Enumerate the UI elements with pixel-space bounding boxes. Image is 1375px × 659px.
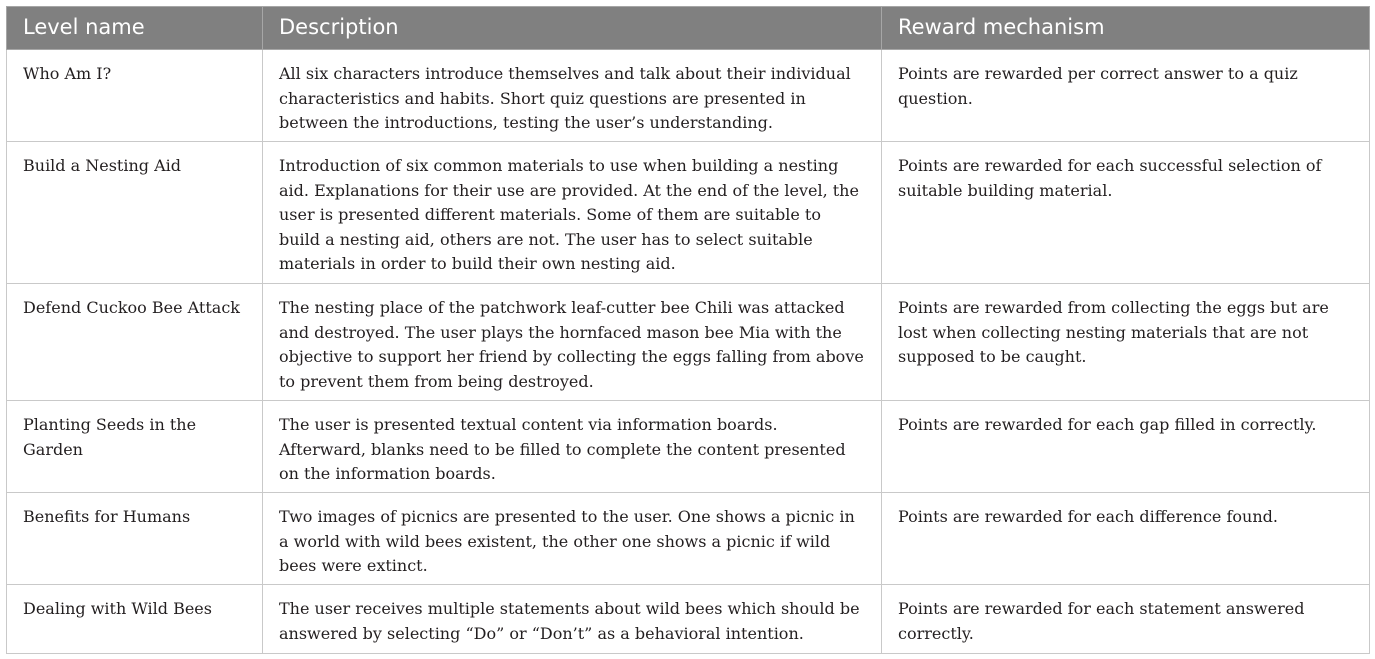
reward-text: Points are rewarded for each difference found. (898, 507, 1278, 526)
header-reward-mechanism: Reward mechanism (882, 7, 1370, 50)
header-row (7, 7, 1370, 50)
table-row (7, 401, 1370, 493)
header-level-name: Level name (7, 7, 263, 50)
cell-reward (882, 142, 1370, 284)
reward-text: Points are rewarded per correct answer to a quiz question. (898, 64, 1298, 108)
table-row (7, 284, 1370, 401)
reward-text: Points are rewarded for each statement answered correctly. (898, 599, 1305, 643)
cell-reward (882, 493, 1370, 585)
reward-text: Points are rewarded from collecting the eggs but are lost when collecting nesting materials that are not supposed to be caught. (898, 298, 1329, 366)
cell-description: The nesting place of the patchwork leaf-cutter bee Chili was attacked and destroyed. The user plays the hornfaced mason bee Mia with the objective to support her friend by collecting the eggs falling from above to prevent them from being destroyed. (263, 284, 882, 401)
cell-level-name: Planting Seeds in the Garden (7, 401, 263, 493)
cell-reward (882, 585, 1370, 654)
table-row (7, 493, 1370, 585)
cell-reward (882, 284, 1370, 401)
cell-description: All six characters introduce themselves and talk about their individual characteristics and habits. Short quiz questions are presented in between the introductions, testing the user’s understanding. (263, 50, 882, 142)
header-description: Description (263, 7, 882, 50)
table-body (7, 50, 1370, 654)
reward-text: Points are rewarded for each successful selection of suitable building material. (898, 156, 1322, 200)
table-row (7, 142, 1370, 284)
table-header (7, 7, 1370, 50)
cell-level-name: Dealing with Wild Bees (7, 585, 263, 654)
cell-reward (882, 50, 1370, 142)
table-row (7, 50, 1370, 142)
cell-description: The user is presented textual content via information boards. Afterward, blanks need to be filled to complete the content presented on the information boards. (263, 401, 882, 493)
cell-level-name: Who Am I? (7, 50, 263, 142)
cell-description: Introduction of six common materials to use when building a nesting aid. Explanations for their use are provided. At the end of the level, the user is presented different materials. Some of them are suitable to build a nesting aid, others are not. The user has to select suitable materials in order to build their own nesting aid. (263, 142, 882, 284)
cell-level-name: Build a Nesting Aid (7, 142, 263, 284)
reward-text: Points are rewarded for each gap filled in correctly. (898, 415, 1317, 434)
cell-level-name: Defend Cuckoo Bee Attack (7, 284, 263, 401)
cell-level-name: Benefits for Humans (7, 493, 263, 585)
cell-description: Two images of picnics are presented to the user. One shows a picnic in a world with wild bees existent, the other one shows a picnic if wild bees were extinct. (263, 493, 882, 585)
cell-reward (882, 401, 1370, 493)
cell-description: The user receives multiple statements about wild bees which should be answered by selecting “Do” or “Don’t” as a behavioral intention. (263, 585, 882, 654)
levels-table (6, 6, 1370, 654)
table-row (7, 585, 1370, 654)
